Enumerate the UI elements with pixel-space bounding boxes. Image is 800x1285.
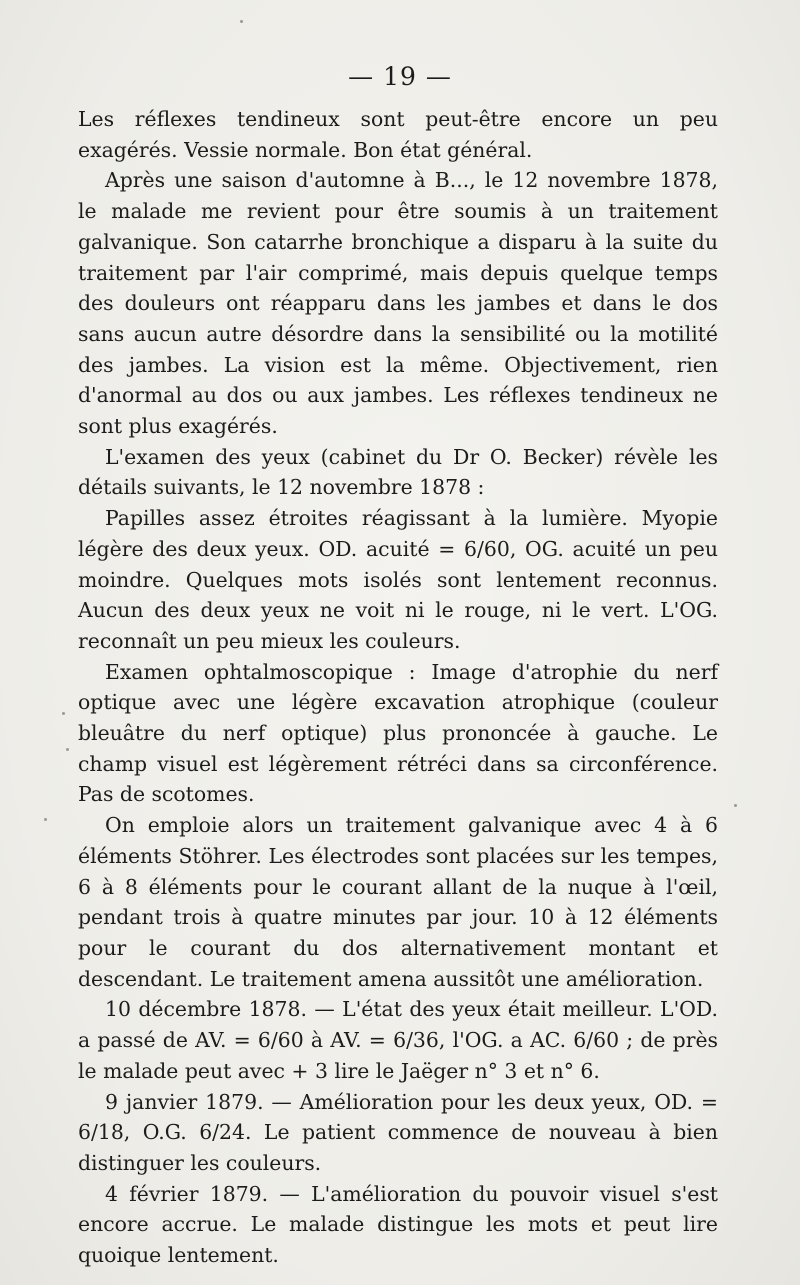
- paragraph-ophthalmoscopy: Examen ophtalmoscopique : Image d'atrophie du nerf optique avec une légère excavation atrophique (couleur bleuâtre du nerf optique) plus prononcée à gauche. Le champ visuel est légèrement rétréci dans sa circonférence. Pas de scotomes.: [78, 659, 718, 807]
- paper-speck: [62, 712, 65, 715]
- paragraph-reflexes: Les réflexes tendineux sont peut-être encore un peu exagérés. Vessie normale. Bon état général.: [78, 107, 718, 162]
- paper-speck: [66, 748, 69, 751]
- paragraph-february-1879: 4 février 1879. — L'amélioration du pouvoir visuel s'est encore accrue. Le malade distingue les mots et peut lire quoique lentement.: [78, 1181, 718, 1268]
- paragraph-eye-exam-intro: L'examen des yeux (cabinet du Dr O. Becker) révèle les détails suivants, le 12 novembre 1878 :: [78, 444, 718, 500]
- paragraph-galvanic-treatment: On emploie alors un traitement galvanique avec 4 à 6 éléments Stöhrer. Les électrodes sont placées sur les tempes, 6 à 8 éléments pour le courant allant de la nuque à l'œil, pendant trois à quatre minutes par jour. 10 à 12 éléments pour le courant du dos alternativement montant et descendant. Le traitement amena aussitôt une amélioration.: [78, 813, 718, 991]
- paper-speck: [734, 804, 737, 807]
- page-number: — 19 —: [348, 62, 452, 91]
- paragraph-december-1878: 10 décembre 1878. — L'état des yeux était meilleur. L'OD. a passé de AV. = 6/60 à AV. = 6/36, l'OG. a AC. 6/60 ; de près le malade peut avec + 3 lire le Jaëger n° 3 et n° 6.: [78, 997, 718, 1083]
- paper-speck: [44, 818, 47, 821]
- paragraph-january-1879: 9 janvier 1879. — Amélioration pour les deux yeux, OD. = 6/18, O.G. 6/24. Le patient commence de nouveau à bien distinguer les couleurs.: [78, 1089, 718, 1175]
- paragraph-papilles: Papilles assez étroites réagissant à la lumière. Myopie légère des deux yeux. OD. acuité = 6/60, OG. acuité un peu moindre. Quelques mots isolés sont lentement reconnus. Aucun des deux yeux ne voit ni le rouge, ni le vert. L'OG. reconnaît un peu mieux les couleurs.: [78, 506, 718, 653]
- page-body: [78, 104, 718, 1271]
- paper-speck: [240, 20, 243, 23]
- paragraph-autumn-return: Après une saison d'automne à B..., le 12 novembre 1878, le malade me revient pour être soumis à un traitement galvanique. Son catarrhe bronchique a disparu à la suite du traitement par l'air comprimé, mais depuis quelque temps des douleurs ont réapparu dans les jambes et dans le dos sans aucun autre désordre dans la sensibilité ou la motilité des jambes. La vision est la même. Objectivement, rien d'anormal au dos ou aux jambes. Les réflexes tendineux ne sont plus exagérés.: [78, 168, 718, 439]
